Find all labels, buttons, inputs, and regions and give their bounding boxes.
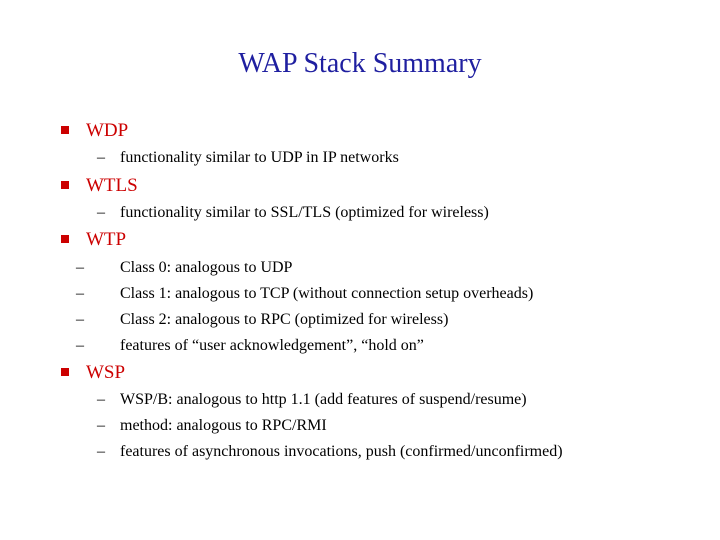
sub-item-text: features of asynchronous invocations, push (confirmed/unconfirmed): [120, 443, 563, 460]
dash-marker: –: [76, 259, 84, 276]
sub-item-text: Class 2: analogous to RPC (optimized for wireless): [120, 311, 449, 328]
dash-marker: –: [97, 417, 105, 434]
sub-item-text: WSP/B: analogous to http 1.1 (add features of suspend/resume): [120, 391, 527, 408]
square-bullet-icon: [61, 126, 69, 134]
bullet-heading: WDP: [86, 120, 129, 141]
dash-marker: –: [76, 337, 84, 354]
dash-marker: –: [97, 149, 105, 166]
dash-marker: –: [76, 311, 84, 328]
sub-item-text: method: analogous to RPC/RMI: [120, 417, 327, 434]
square-bullet-icon: [61, 235, 69, 243]
sub-item-text: features of “user acknowledgement”, “hold on”: [120, 337, 424, 354]
bullet-wdp: [61, 120, 128, 142]
dash-marker: –: [97, 443, 105, 460]
dash-marker: –: [97, 204, 105, 221]
dash-marker: –: [76, 285, 84, 302]
bullet-heading: WTLS: [86, 175, 138, 196]
square-bullet-icon: [61, 181, 69, 189]
sub-item-text: Class 0: analogous to UDP: [120, 259, 293, 276]
bullet-wtls: [61, 175, 138, 197]
sub-item-text: functionality similar to SSL/TLS (optimized for wireless): [120, 204, 489, 221]
bullet-heading: WSP: [86, 362, 126, 383]
bullet-wtp: [61, 229, 126, 251]
bullet-wsp: [61, 362, 125, 384]
slide-title: WAP Stack Summary: [238, 48, 482, 79]
dash-marker: –: [97, 391, 105, 408]
square-bullet-icon: [61, 368, 69, 376]
sub-item-text: functionality similar to UDP in IP networks: [120, 149, 399, 166]
sub-item-text: Class 1: analogous to TCP (without connection setup overheads): [120, 285, 534, 302]
bullet-heading: WTP: [86, 229, 127, 250]
